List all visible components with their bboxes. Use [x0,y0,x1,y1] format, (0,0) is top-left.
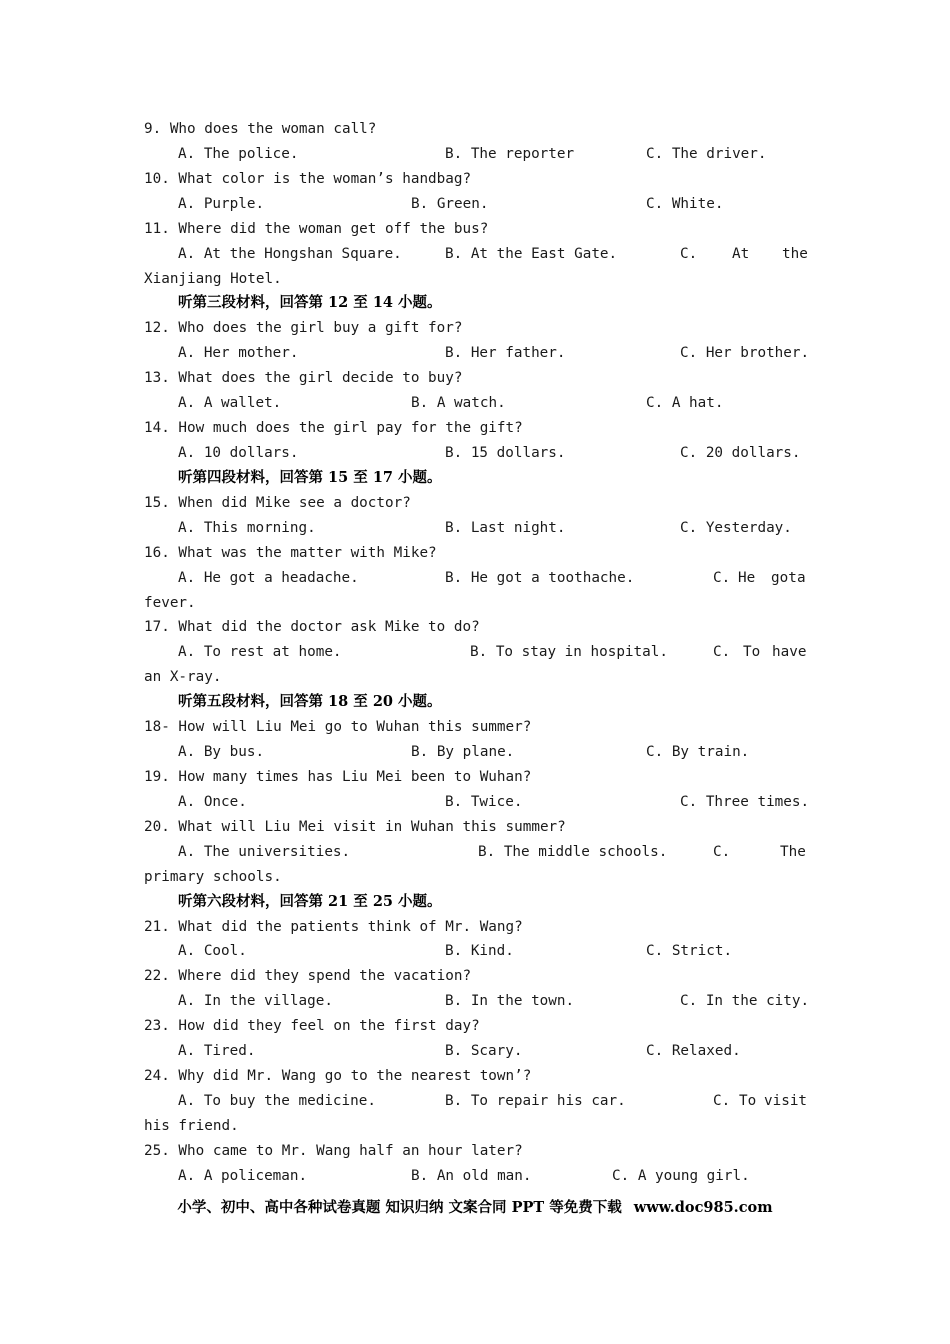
option-b: B. He got a toothache. [445,569,635,586]
option-b: B. Green. [411,195,489,212]
option-b: B. Last night. [445,519,566,536]
option-a: A. Her mother. [178,345,299,362]
question-21: 21. What did the patients think of Mr. Wang? [144,918,523,935]
option-b: B. The reporter [445,145,575,162]
option-a: A. Once. [178,793,247,810]
option-c-label: C. [713,644,731,661]
question-23: 23. How did they feel on the first day? [144,1018,480,1035]
option-c-word: He [738,569,756,586]
option-a: A. Purple. [178,195,265,212]
listening-questions [144,117,808,1189]
section-5-heading: 听第五段材料，回答第 18 至 20 小题。 [178,693,442,711]
question-15: 15. When did Mike see a doctor? [144,494,411,511]
question-10: 10. What color is the woman’s handbag? [144,170,472,187]
option-b: B. Kind. [445,943,514,960]
option-b: B. An old man. [411,1167,532,1184]
option-b: B. 15 dollars. [445,444,566,461]
question-12: 12. Who does the girl buy a gift for? [144,320,463,337]
option-b: B. Twice. [445,793,523,810]
question-19-options [144,790,808,815]
question-10-options [144,192,808,217]
option-b: B. To stay in hospital. [470,644,668,661]
option-c: C. By train. [646,744,750,761]
question-24-options [144,1089,808,1114]
question-11-option-c-continued: Xianjiang Hotel. [144,270,282,287]
question-22: 22. Where did they spend the vacation? [144,968,472,985]
option-c-word: To [743,644,761,661]
option-b: B. A watch. [411,395,506,412]
option-c-word: The [780,843,806,860]
question-13: 13. What does the girl decide to buy? [144,370,463,387]
option-c-word: the [782,245,808,262]
question-16: 16. What was the matter with Mike? [144,544,437,561]
option-b: B. Scary. [445,1043,523,1060]
option-c: C. The driver. [646,145,767,162]
question-20: 20. What will Liu Mei visit in Wuhan this summer? [144,818,566,835]
question-20-option-c-continued: primary schools. [144,868,282,885]
option-c-label: C. [680,245,698,262]
option-c-word: got [771,569,797,586]
option-c: C. White. [646,195,724,212]
option-b: B. By plane. [411,744,515,761]
option-b: B. Her father. [445,345,566,362]
option-a: A. He got a headache. [178,569,359,586]
question-13-options [144,391,808,416]
option-c: C. 20 dollars. [680,444,801,461]
option-a: A. To rest at home. [178,644,342,661]
option-a: A. A policeman. [178,1167,308,1184]
footer-website-link[interactable]: www.doc985.com [633,1199,773,1216]
option-a: A. At the Hongshan Square. [178,245,402,262]
option-a: A. In the village. [178,993,333,1010]
question-17-options [144,640,808,665]
question-15-options [144,516,808,541]
option-c-word: To [739,1092,757,1109]
option-a: A. A wallet. [178,395,282,412]
question-9-options [144,142,808,167]
question-17-option-c-continued: an X-ray. [144,669,222,686]
question-25: 25. Who came to Mr. Wang half an hour later? [144,1142,523,1159]
question-18-options [144,740,808,765]
question-25-options [144,1164,808,1189]
option-a: A. 10 dollars. [178,444,299,461]
option-a: A. This morning. [178,519,316,536]
option-b: B. At the East Gate. [445,245,618,262]
option-a: A. By bus. [178,744,265,761]
question-20-options [144,840,808,865]
option-c: C. Three times. [680,793,810,810]
option-c-label: C. [713,843,731,860]
option-c-word: have [772,644,807,661]
section-3-heading: 听第三段材料，回答第 12 至 14 小题。 [178,294,442,312]
option-c: C. A young girl. [612,1167,750,1184]
section-4-heading: 听第四段材料，回答第 15 至 17 小题。 [178,468,442,486]
option-c: C. Relaxed. [646,1043,741,1060]
question-14: 14. How much does the girl pay for the gift? [144,420,523,437]
question-11: 11. Where did the woman get off the bus? [144,220,489,237]
option-c: C. In the city. [680,993,810,1010]
option-c: C. A hat. [646,395,724,412]
option-c: C. Her brother. [680,345,810,362]
option-a: A. Tired. [178,1043,256,1060]
option-c-word: At [732,245,750,262]
question-22-options [144,989,808,1014]
option-c-label: C. [713,569,731,586]
option-c-label: C. [713,1092,731,1109]
option-c-word: visit [764,1092,808,1109]
question-12-options [144,341,808,366]
question-24: 24. Why did Mr. Wang go to the nearest town’? [144,1068,532,1085]
page-footer [0,1196,950,1217]
option-c-word: a [797,569,806,586]
option-a: A. Cool. [178,943,247,960]
question-16-options [144,566,808,591]
question-16-option-c-continued: fever. [144,594,196,611]
question-21-options [144,939,808,964]
question-24-option-c-continued: his friend. [144,1117,239,1134]
section-6-heading: 听第六段材料，回答第 21 至 25 小题。 [178,892,442,910]
option-b: B. To repair his car. [445,1092,626,1109]
question-14-options [144,441,808,466]
question-9: 9. Who does the woman call? [144,121,377,137]
option-a: A. The police. [178,145,299,162]
option-a: A. The universities. [178,843,351,860]
question-17: 17. What did the doctor ask Mike to do? [144,619,480,636]
question-18: 18- How will Liu Mei go to Wuhan this summer? [144,719,532,736]
question-11-options [144,242,808,267]
option-b: B. The middle schools. [478,843,668,860]
option-c: C. Yesterday. [680,519,792,536]
footer-text: 小学、初中、高中各种试卷真题 知识归纳 文案合同 PPT 等免费下载 [177,1199,622,1216]
option-a: A. To buy the medicine. [178,1092,376,1109]
question-19: 19. How many times has Liu Mei been to Wuhan? [144,768,532,785]
option-c: C. Strict. [646,943,733,960]
option-b: B. In the town. [445,993,575,1010]
question-23-options [144,1039,808,1064]
